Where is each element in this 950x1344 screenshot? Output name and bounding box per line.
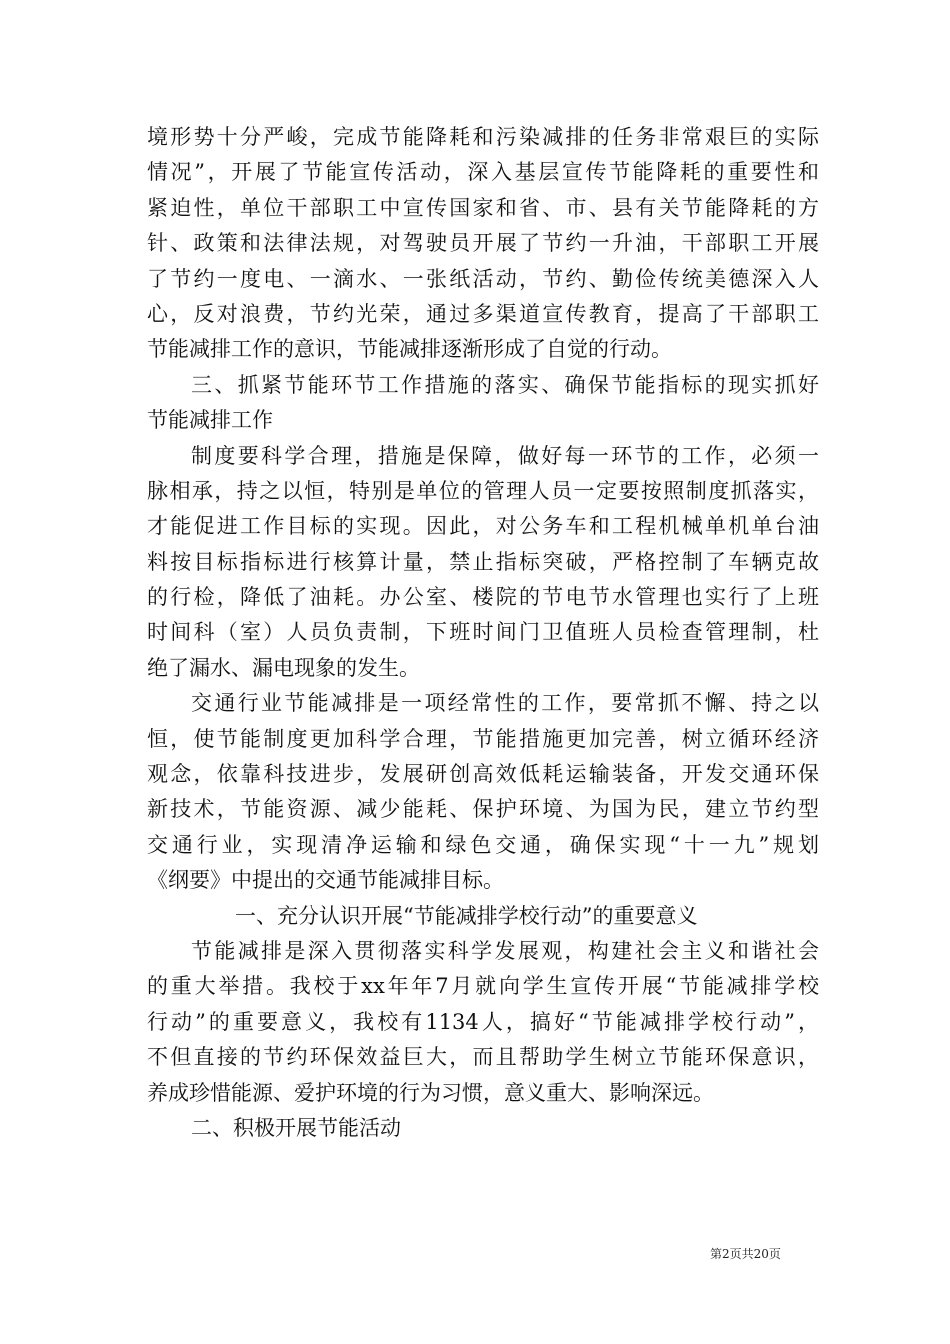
page-number-footer: 第2页共20页 [710,1247,781,1261]
text-line: 观念，依靠科技进步，发展研创高效低耗运输装备，开发交通环保 [147,762,819,787]
text-line: 才能促进工作目标的实现。因此，对公务车和工程机械单机单台油 [147,514,819,539]
text-line: 绝了漏水、漏电现象的发生。 [147,655,420,680]
text-line: 不但直接的节约环保效益巨大，而且帮助学生树立节能环保意识， [147,1045,819,1070]
text-line: 养成珍惜能源、爱护环境的行为习惯，意义重大、影响深远。 [147,1080,714,1105]
text-line: 了节约一度电、一滴水、一张纸活动，节约、勤俭传统美德深入人 [147,266,819,291]
section-heading: 二、积极开展节能活动 [191,1115,401,1140]
text-line: 《纲要》中提出的交通节能减排目标。 [147,868,504,893]
text-line: 脉相承，持之以恒，特别是单位的管理人员一定要按照制度抓落实， [147,478,819,503]
text-line: 境形势十分严峻，完成节能降耗和污染减排的任务非常艰巨的实际 [147,125,819,149]
text-line: 行动”的重要意义，我校有1134人，搞好“节能减排学校行动”， [147,1009,819,1034]
text-line: 情况”，开展了节能宣传活动，深入基层宣传节能降耗的重要性和 [147,160,819,185]
text-line: 针、政策和法律法规，对驾驶员开展了节约一升油，干部职工开展 [147,231,819,256]
text-line: 交通行业节能减排是一项经常性的工作，要常抓不懈、持之以 [191,691,819,716]
section-heading-cont: 节能减排工作 [147,408,273,433]
text-line: 新技术，节能资源、减少能耗、保护环境、为国为民，建立节约型 [147,797,819,822]
text-line: 节能减排工作的意识，节能减排逐渐形成了自觉的行动。 [147,337,672,362]
text-line: 交通行业，实现清净运输和绿色交通，确保实现“十一九”规划 [147,832,819,857]
section-heading: 一、充分认识开展“节能减排学校行动”的重要意义 [235,903,698,928]
text-line: 心，反对浪费，节约光荣，通过多渠道宣传教育，提高了干部职工 [147,301,819,326]
text-line: 制度要科学合理，措施是保障，做好每一环节的工作，必须一 [191,443,819,468]
text-line: 料按目标指标进行核算计量，禁止指标突破，严格控制了车辆克故 [147,549,819,574]
text-line: 节能减排是深入贯彻落实科学发展观，构建社会主义和谐社会 [191,938,819,963]
text-line: 紧迫性，单位干部职工中宣传国家和省、市、县有关节能降耗的方 [147,195,819,220]
document-body [147,120,819,1146]
section-heading: 三、抓紧节能环节工作措施的落实、确保节能指标的现实抓好 [191,372,819,397]
text-line: 恒，使节能制度更加科学合理，节能措施更加完善，树立循环经济 [147,726,819,751]
text-line: 时间科（室）人员负责制，下班时间门卫值班人员检查管理制，杜 [147,620,819,645]
text-line: 的行检，降低了油耗。办公室、楼院的节电节水管理也实行了上班 [147,585,819,610]
text-line: 的重大举措。我校于xx年年7月就向学生宣传开展“节能减排学校 [147,974,819,999]
